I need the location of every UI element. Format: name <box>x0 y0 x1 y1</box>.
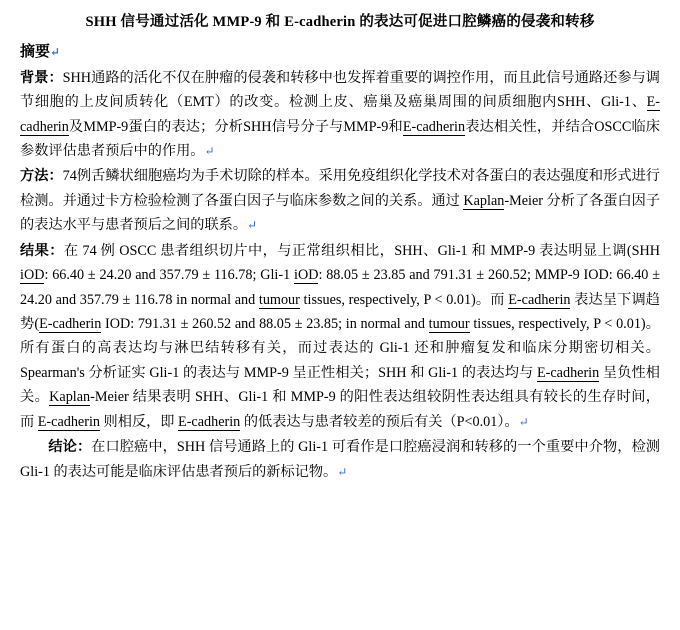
section-results <box>20 239 660 434</box>
paragraph-mark-icon: ↵ <box>518 414 529 429</box>
section-methods-label: 方法： <box>20 168 63 185</box>
section-methods <box>20 164 660 237</box>
section-results-label: 结果： <box>20 242 64 259</box>
section-conclusion-text: 在口腔癌中，SHH 信号通路上的 Gli-1 可看作是口腔癌浸润和转移的一个重要中介物，检测 Gli-1 的表达可能是临床评估患者预后的新标记物。 <box>20 439 660 480</box>
abstract-heading-text: 摘要 <box>20 43 51 60</box>
section-background-text: SHH通路的活化不仅在肿瘤的侵袭和转移中也发挥着重要的调控作用，而且此信号通路还参与调节细胞的上皮间质转化（EMT）的改变。检测上皮、癌巢及癌巢周围的间质细胞内SHH、Gli-1、E-cadherin及MMP-9蛋白的表达；分析SHH信号分子与MMP-9和E-cadherin表达相关性，并结合OSCC临床参数评估患者预后中的作用。 <box>20 69 660 160</box>
paragraph-mark-icon: ↵ <box>337 464 348 479</box>
abstract-heading <box>20 40 660 64</box>
paragraph-mark-icon: ↵ <box>50 44 61 59</box>
section-background <box>20 66 660 164</box>
section-conclusion <box>20 435 660 484</box>
section-background-label: 背景： <box>20 69 63 86</box>
paragraph-mark-icon: ↵ <box>247 218 258 233</box>
section-results-text: 在 74 例 OSCC 患者组织切片中，与正常组织相比，SHH、Gli-1 和 MMP-9 表达明显上调(SHH iOD: 66.40 ± 24.20 and 357.79 ± 116.78; Gli-1 iOD: 88.05 ± 23.85 and 791.31 ± 260.52; MMP-9 IOD: 66.40 ± 24.20 and 357.79 ± 116.78 in normal and tumour tissues, respectively, P < 0.01)。而 E-cadherin 表达呈下调趋势(E-cadherin IOD: 791.31 ± 260.52 and 88.05 ± 23.85; in normal and tumour tissues, respectively, P < 0.01)。所有蛋白的高表达均与淋巴结转移有关，而过表达的 Gli-1 还和肿瘤复发和临床分期密切相关。Spearman's 分析证实 Gli-1 的表达与 MMP-9 呈正性相关；SHH 和 Gli-1 的表达均与 E-cadherin 呈负性相关。Kaplan-Meier 结果表明 SHH、Gli-1 和 MMP-9 的阳性表达组较阴性表达组具有较长的生存时间，而 E-cadherin 则相反，即 E-cadherin 的低表达与患者较差的预后有关（P<0.01）。 <box>20 242 660 430</box>
page-title: SHH 信号通过活化 MMP-9 和 E-cadherin 的表达可促进口腔鳞癌的侵袭和转移 <box>85 14 595 30</box>
paragraph-mark-icon: ↵ <box>204 144 215 159</box>
section-conclusion-label: 结论： <box>48 439 92 456</box>
section-methods-text: 74例舌鳞状细胞癌均为手术切除的样本。采用免疫组织化学技术对各蛋白的表达强度和形式进行检测。并通过卡方检验检测了各蛋白因子与临床参数之间的关系。通过 Kaplan-Meier 分析了各蛋白因子的表达水平与患者预后之间的联系。 <box>20 168 661 234</box>
